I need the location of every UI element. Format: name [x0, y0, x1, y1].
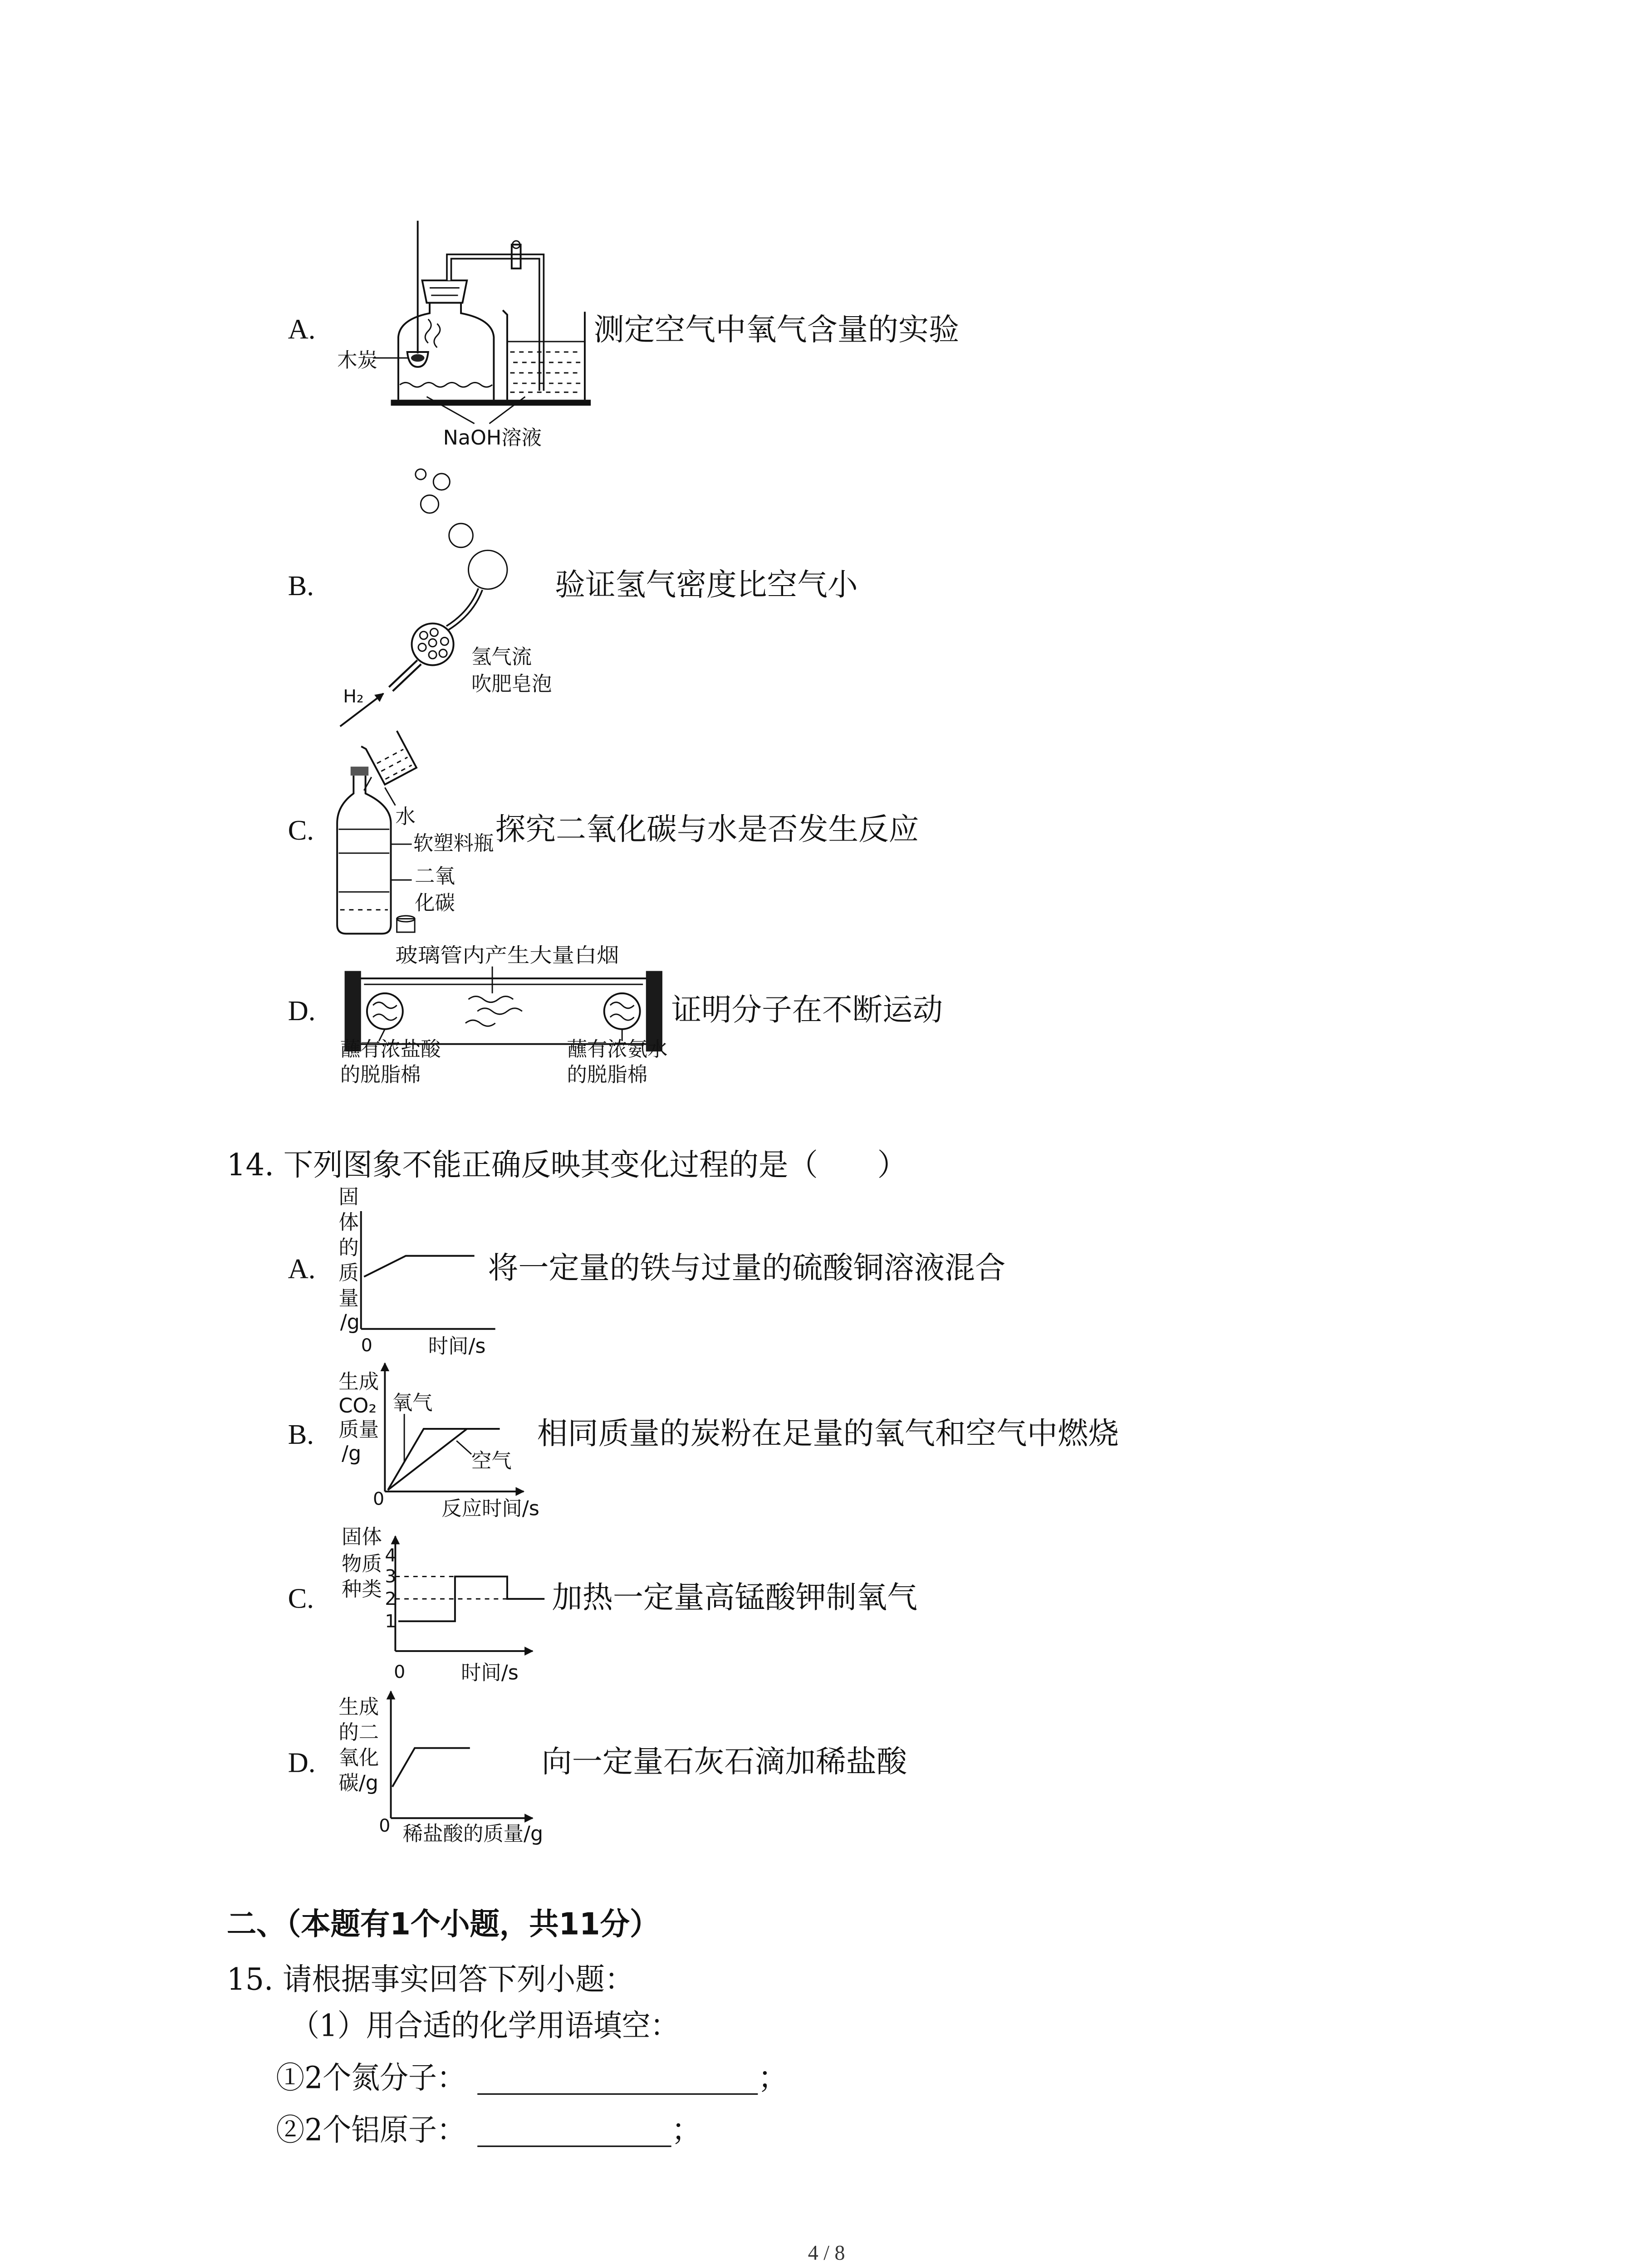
bottle-naoh-liquid [400, 382, 492, 387]
soap-bubble [449, 523, 473, 547]
graph-a-y-label-2: 体 [338, 1211, 359, 1234]
q14-option-d [288, 1691, 908, 1846]
section-2-heading: 二、（本题有1个小题，共11分） [226, 1906, 660, 1942]
q13-option-a-text: 测定空气中氧气含量的实验 [593, 312, 960, 347]
q15-item-2-label: ②2个铝原子： [276, 2112, 465, 2148]
graph-b-y-label-2: CO₂ [338, 1394, 377, 1418]
stopper-texture [430, 288, 460, 295]
q14-option-c-text: 加热一定量高锰酸钾制氧气 [552, 1579, 918, 1615]
q14-option-b-letter: B. [288, 1418, 314, 1450]
q14-option-d-text: 向一定量石灰石滴加稀盐酸 [541, 1744, 908, 1779]
graph-a-x-label: 时间/s [428, 1334, 486, 1358]
q14-option-c-letter: C. [288, 1582, 314, 1614]
cotton-hcl [367, 993, 403, 1029]
q15-item-1-end: ； [758, 2060, 789, 2096]
graph-c-y-label-1: 固体 [341, 1525, 382, 1549]
cotton-ammonia-texture [610, 1002, 634, 1020]
plastic-bottle-figure [337, 728, 494, 934]
glass-tube-figure [340, 944, 668, 1086]
charcoal-piece [411, 354, 425, 362]
base-plate [391, 400, 591, 406]
graph-a-y-label-6: /g [340, 1310, 360, 1334]
q13-option-c-letter: C. [288, 814, 314, 846]
graph-d-x-label: 稀盐酸的质量/g [402, 1822, 544, 1846]
graph-c-y-label-3: 种类 [341, 1578, 382, 1601]
cotton-hcl-texture [373, 1002, 397, 1020]
soft-plastic-bottle [337, 776, 391, 934]
soap-foam [441, 637, 448, 645]
graph-b-air-label: 空气 [471, 1449, 512, 1473]
soap-foam [429, 651, 436, 659]
q14-option-a-letter: A. [288, 1252, 316, 1285]
soap-bubble-figure [340, 469, 552, 726]
soap-foam [430, 629, 438, 636]
ammonia-cotton-label-line1: 蘸有浓氨水 [567, 1037, 668, 1061]
soap-foam [418, 643, 426, 651]
q14-option-a-text: 将一定量的铁与过量的硫酸铜溶液混合 [488, 1250, 1006, 1286]
graph-b-oxygen-label: 氧气 [392, 1391, 433, 1415]
ammonia-cotton-label-line2: 的脱脂棉 [567, 1063, 648, 1086]
soap-foam [429, 639, 436, 647]
graph-a-y-label-1: 固 [338, 1185, 359, 1209]
soap-bubble-large [468, 550, 507, 589]
graph-d-y-label-2: 的二 [338, 1721, 379, 1744]
hcl-cotton-label-line2: 的脱脂棉 [340, 1063, 421, 1086]
bottle-stopper [422, 280, 467, 303]
soap-foam [439, 650, 447, 657]
white-smoke-label: 玻璃管内产生大量白烟 [395, 943, 619, 967]
white-smoke [465, 996, 522, 1026]
q14-option-a [288, 1186, 1006, 1358]
graph-c-tick-2: 2 [385, 1589, 397, 1610]
q13-option-b-text: 验证氢气密度比空气小 [555, 567, 859, 602]
graph-b-air-curve [388, 1429, 467, 1490]
soap-bubble [416, 469, 426, 479]
graph-d-y-label-1: 生成 [338, 1696, 379, 1719]
hydrogen-flow-label: 氢气流 [471, 645, 532, 669]
graph-d-y-label-4: 碳/g [338, 1771, 378, 1795]
graph-b-y-label-3: 质量 [338, 1418, 379, 1442]
smoke-wisp [425, 319, 431, 343]
graph-c-tick-1: 1 [385, 1611, 397, 1632]
graph-d-origin: 0 [379, 1815, 391, 1836]
q15-item-2-end: ； [671, 2112, 702, 2148]
graph-d [338, 1691, 543, 1846]
q14-option-b [288, 1363, 1119, 1520]
gas-pipe-inner [391, 662, 419, 689]
graph-b-air-leader [456, 1441, 471, 1454]
q14-option-b-text: 相同质量的炭粉在足量的氧气和空气中燃烧 [537, 1415, 1119, 1451]
graph-c-y-label-2: 物质 [341, 1552, 382, 1576]
co2-label-line2: 化碳 [415, 891, 455, 915]
graph-b-y-label-1: 生成 [338, 1370, 379, 1394]
glass-tube-outer [449, 257, 542, 391]
charcoal-label: 木炭 [337, 348, 377, 372]
graph-a-y-label-4: 质 [338, 1261, 359, 1285]
graph-c-tick-4: 4 [385, 1545, 397, 1566]
page-number: 4 / 8 [808, 2241, 845, 2264]
q13-option-a-letter: A. [288, 313, 316, 345]
graph-b-origin: 0 [373, 1488, 385, 1510]
q13-option-c-text: 探究二氧化碳与水是否发生反应 [495, 811, 919, 847]
q15-stem: 15. 请根据事实回答下列小题： [226, 1961, 634, 1997]
blow-tube-outer [447, 589, 480, 628]
bottle-cap [351, 767, 368, 776]
q13-option-b-letter: B. [288, 569, 314, 601]
soft-bottle-label: 软塑料瓶 [413, 832, 494, 855]
smoke-wisp [434, 324, 440, 348]
soap-bubble [433, 474, 450, 490]
graph-b [338, 1363, 539, 1520]
q14-option-c [288, 1525, 918, 1684]
oxygen-content-apparatus-figure [337, 221, 591, 450]
q15-part-1: （1）用合适的化学用语填空： [291, 2008, 679, 2043]
q13-option-a [288, 221, 960, 450]
graph-c-origin: 0 [394, 1662, 406, 1683]
water-label: 水 [395, 805, 416, 829]
cotton-ammonia [604, 993, 640, 1029]
graph-d-curve [392, 1748, 470, 1787]
graph-b-y-label-4: /g [341, 1442, 362, 1466]
graph-a-y-label-5: 量 [338, 1287, 359, 1310]
q13-option-b [288, 469, 859, 726]
graph-b-x-label: 反应时间/s [441, 1497, 539, 1520]
q15-item-1 [276, 2060, 788, 2095]
hcl-cotton-label-line1: 蘸有浓盐酸 [340, 1037, 441, 1061]
q14-stem: 14. 下列图象不能正确反映其变化过程的是（ ） [226, 1147, 907, 1183]
naoh-label: NaOH溶液 [443, 426, 542, 450]
co2-label-line1: 二氧 [415, 865, 455, 888]
hydrogen-label: H₂ [343, 686, 364, 707]
graph-a-y-label-3: 的 [338, 1236, 359, 1260]
pouring-beaker [361, 728, 416, 786]
q13-option-d-text: 证明分子在不断运动 [671, 992, 943, 1028]
graph-c-x-label: 时间/s [461, 1661, 519, 1685]
graph-d-y-label-3: 氧化 [338, 1746, 379, 1769]
soap-foam [420, 631, 427, 639]
q14-option-d-letter: D. [288, 1746, 316, 1779]
graph-c-tick-3: 3 [385, 1566, 397, 1587]
q13-option-d-letter: D. [288, 995, 316, 1027]
q15-item-2 [276, 2112, 701, 2147]
glass-tube-inner [449, 257, 542, 391]
water-leader-line [385, 787, 395, 805]
graph-c [342, 1525, 544, 1684]
graph-a [338, 1186, 495, 1358]
blow-bubble-label: 吹肥皂泡 [471, 672, 552, 696]
q15-item-1-label: ①2个氮分子： [276, 2060, 465, 2096]
q13-option-d [288, 944, 943, 1086]
soap-bubble [421, 495, 438, 513]
graph-a-origin: 0 [361, 1335, 372, 1356]
graph-a-curve [364, 1256, 474, 1277]
q13-option-c [288, 728, 919, 934]
